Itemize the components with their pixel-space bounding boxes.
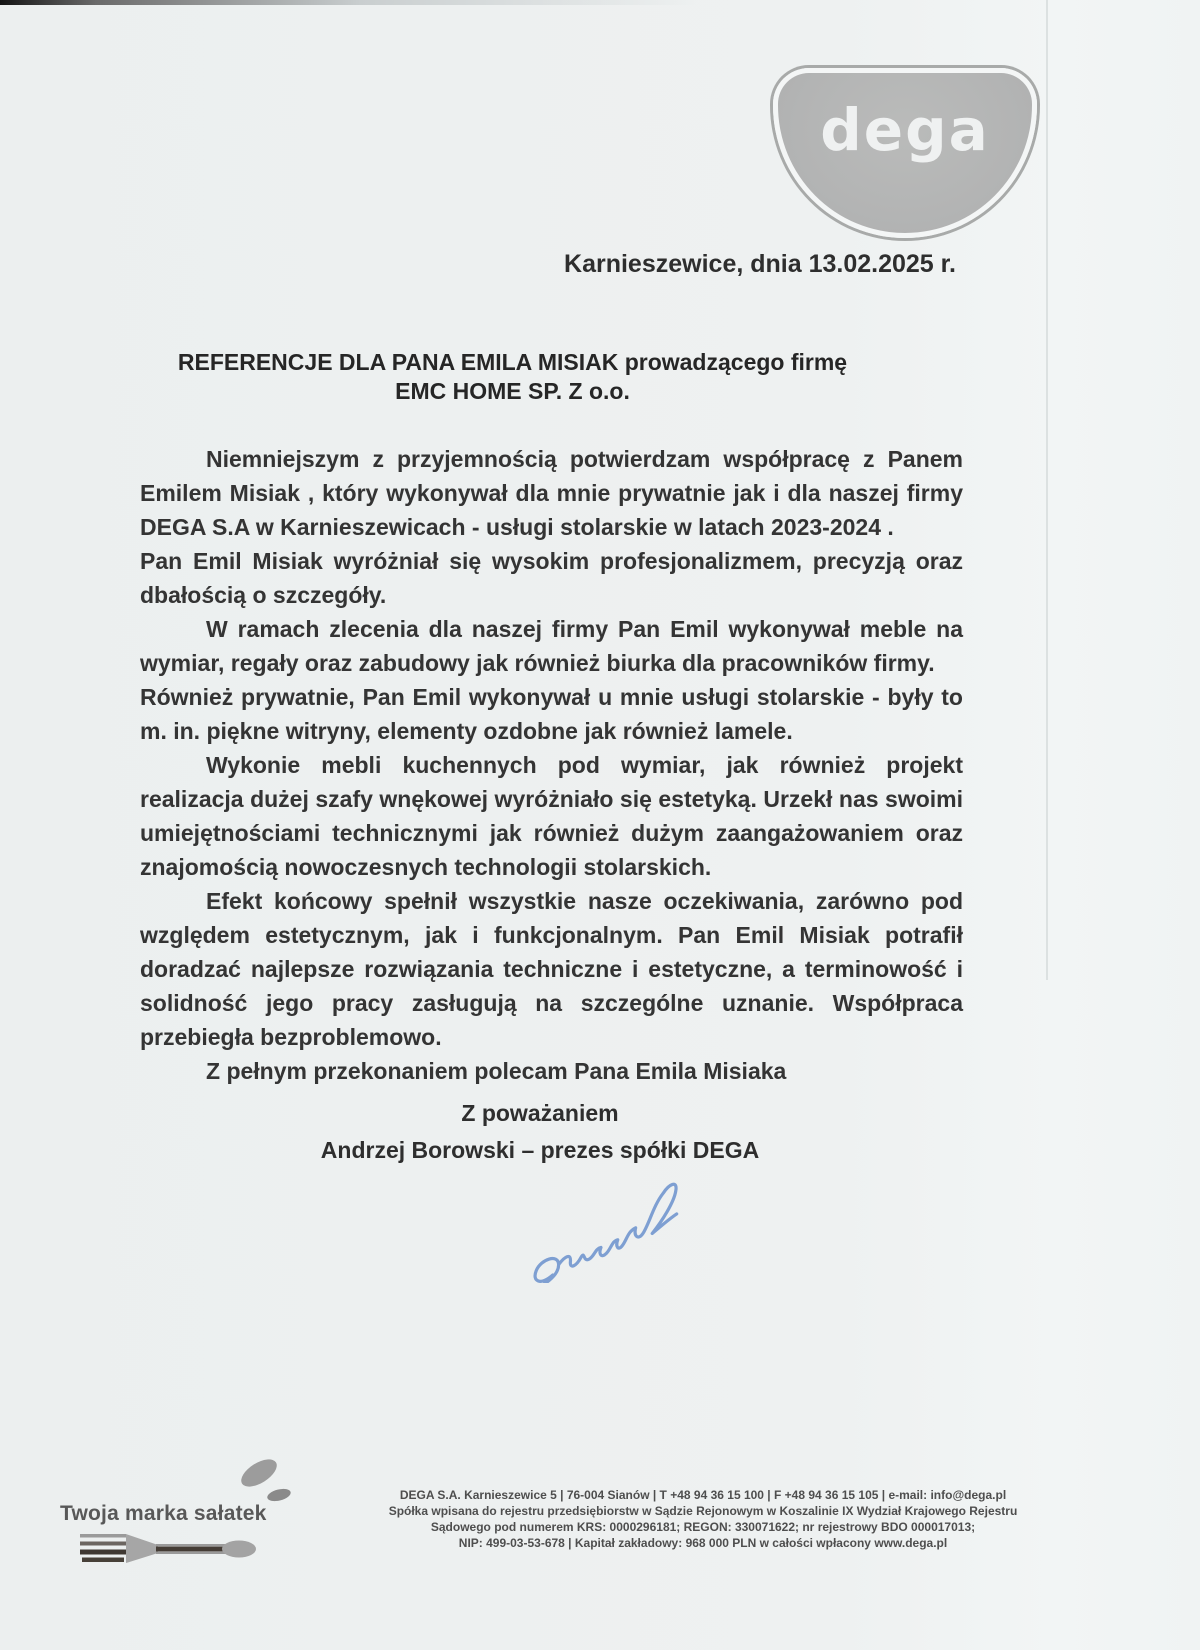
closing-salutation: Z poważaniem	[461, 1100, 619, 1126]
fork-icon	[78, 1532, 258, 1566]
body-paragraph: Z pełnym przekonaniem polecam Pana Emila Misiaka	[206, 1058, 787, 1084]
footer	[358, 1487, 1048, 1551]
closing-block	[240, 1095, 840, 1169]
leaf-icon	[233, 1456, 297, 1506]
letter-title-block	[140, 348, 885, 406]
paper-crease	[1046, 0, 1048, 980]
letter-body	[140, 442, 963, 1088]
body-paragraph: W ramach zlecenia dla naszej firmy Pan Emil wykonywał meble na wymiar, regały oraz zabudowy jak również biurka dla pracowników firmy.	[140, 616, 963, 676]
dega-logo	[773, 68, 1037, 238]
footer-line: Sądowego pod numerem KRS: 0000296181; REGON: 330071622; nr rejestrowy BDO 000017013;	[430, 1520, 976, 1534]
closing-signatory: Andrzej Borowski – prezes spółki DEGA	[320, 1137, 760, 1163]
letter-subtitle: EMC HOME SP. Z o.o.	[395, 378, 630, 404]
body-paragraph: Pan Emil Misiak wyróżniał się wysokim profesjonalizmem, precyzją oraz dbałością o szczegóły.	[140, 548, 963, 608]
scan-top-edge	[0, 0, 1200, 5]
body-paragraph: Niemniejszym z przyjemnością potwierdzam współpracę z Panem Emilem Misiak , który wykonywał dla mnie prywatnie jak i dla naszej firmy DEGA S.A w Karnieszewicach - usługi stolarskie w latach 2023-2024 .	[140, 446, 963, 540]
brand-tagline: Twoja marka sałatek	[60, 1502, 267, 1525]
body-paragraph: Wykonie mebli kuchennych pod wymiar, jak również projekt realizacja dużej szafy wnękowej wyróżniało się estetyką. Urzekł nas swoimi umiejętnościami technicznymi jak również dużym zaangażowaniem oraz znajomością nowoczesnych technologii stolarskich.	[140, 752, 963, 880]
footer-line: Spółka wpisana do rejestru przedsiębiorstw w Sądzie Rejonowym w Koszalinie IX Wydział Krajowego Rejestru	[388, 1504, 1018, 1518]
handwritten-signature-scribble	[515, 1178, 745, 1283]
footer-line: DEGA S.A. Karnieszewice 5 | 76-004 Sianów | T +48 94 36 15 100 | F +48 94 36 15 105 | e-mail: info@dega.pl	[399, 1488, 1007, 1502]
letter-title: REFERENCJE DLA PANA EMILA MISIAK prowadzącego firmę	[177, 349, 848, 375]
footer-line: NIP: 499-03-53-678 | Kapitał zakładowy: 968 000 PLN w całości wpłacony www.dega.pl	[458, 1536, 948, 1550]
dega-logo-text: dega	[820, 96, 990, 164]
date-line: Karnieszewice, dnia 13.02.2025 r.	[564, 250, 956, 278]
body-paragraph: Efekt końcowy spełnił wszystkie nasze oczekiwania, zarówno pod względem estetycznym, jak i funkcjonalnym. Pan Emil Misiak potrafił doradzać najlepsze rozwiązania techniczne i estetyczne, a terminowość i solidność jego pracy zasługują na szczególne uznanie. Współpraca przebiegła bezproblemowo.	[140, 888, 963, 1050]
body-paragraph: Również prywatnie, Pan Emil wykonywał u mnie usługi stolarskie - były to m. in. piękne witryny, elementy ozdobne jak również lamele.	[140, 684, 963, 744]
